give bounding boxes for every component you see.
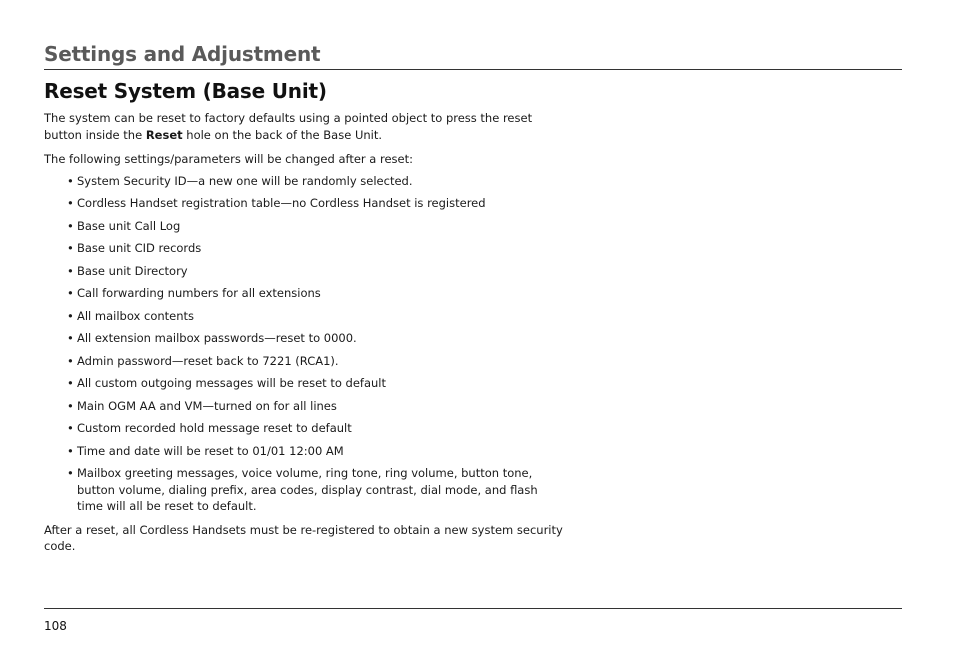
intro-paragraph (44, 110, 564, 143)
list-item: • Call forwarding numbers for all extensions (77, 285, 564, 302)
list-item: • All extension mailbox passwords—reset to 0000. (77, 330, 564, 347)
list-item: • All mailbox contents (77, 308, 564, 325)
intro-text-1: The system can be reset to factory defaults using a pointed object to press the reset button inside the (44, 111, 533, 142)
intro-text-2: hole on the back of the Base Unit. (182, 127, 383, 142)
list-item: • Base unit CID records (77, 240, 564, 257)
section-title: Settings and Adjustment (44, 42, 321, 66)
list-item: • Custom recorded hold message reset to default (77, 420, 564, 437)
body-content (44, 110, 564, 555)
page-heading: Reset System (Base Unit) (44, 79, 327, 103)
header-divider (44, 69, 902, 70)
page-number: 108 (44, 619, 67, 633)
list-item: • Admin password—reset back to 7221 (RCA1). (77, 353, 564, 370)
lead-paragraph: The following settings/parameters will be changed after a reset: (44, 152, 414, 166)
list-item: • Time and date will be reset to 01/01 12:00 AM (77, 443, 564, 460)
closing-paragraph: After a reset, all Cordless Handsets must be re-registered to obtain a new system security code. (44, 522, 563, 553)
list-item: • Mailbox greeting messages, voice volume, ring tone, ring volume, button tone, button volume, dialing prefix, area codes, display contrast, dial mode, and flash time will all be reset to default. (77, 465, 564, 515)
list-item: • System Security ID—a new one will be randomly selected. (77, 173, 564, 190)
reset-keyword: Reset (145, 127, 183, 142)
list-item: • Main OGM AA and VM—turned on for all lines (77, 398, 564, 415)
list-item: • Base unit Call Log (77, 218, 564, 235)
footer-divider (44, 608, 902, 609)
reset-settings-list (44, 173, 564, 515)
list-item: • Cordless Handset registration table—no Cordless Handset is registered (77, 195, 564, 212)
list-item: • Base unit Directory (77, 263, 564, 280)
list-item: • All custom outgoing messages will be reset to default (77, 375, 564, 392)
